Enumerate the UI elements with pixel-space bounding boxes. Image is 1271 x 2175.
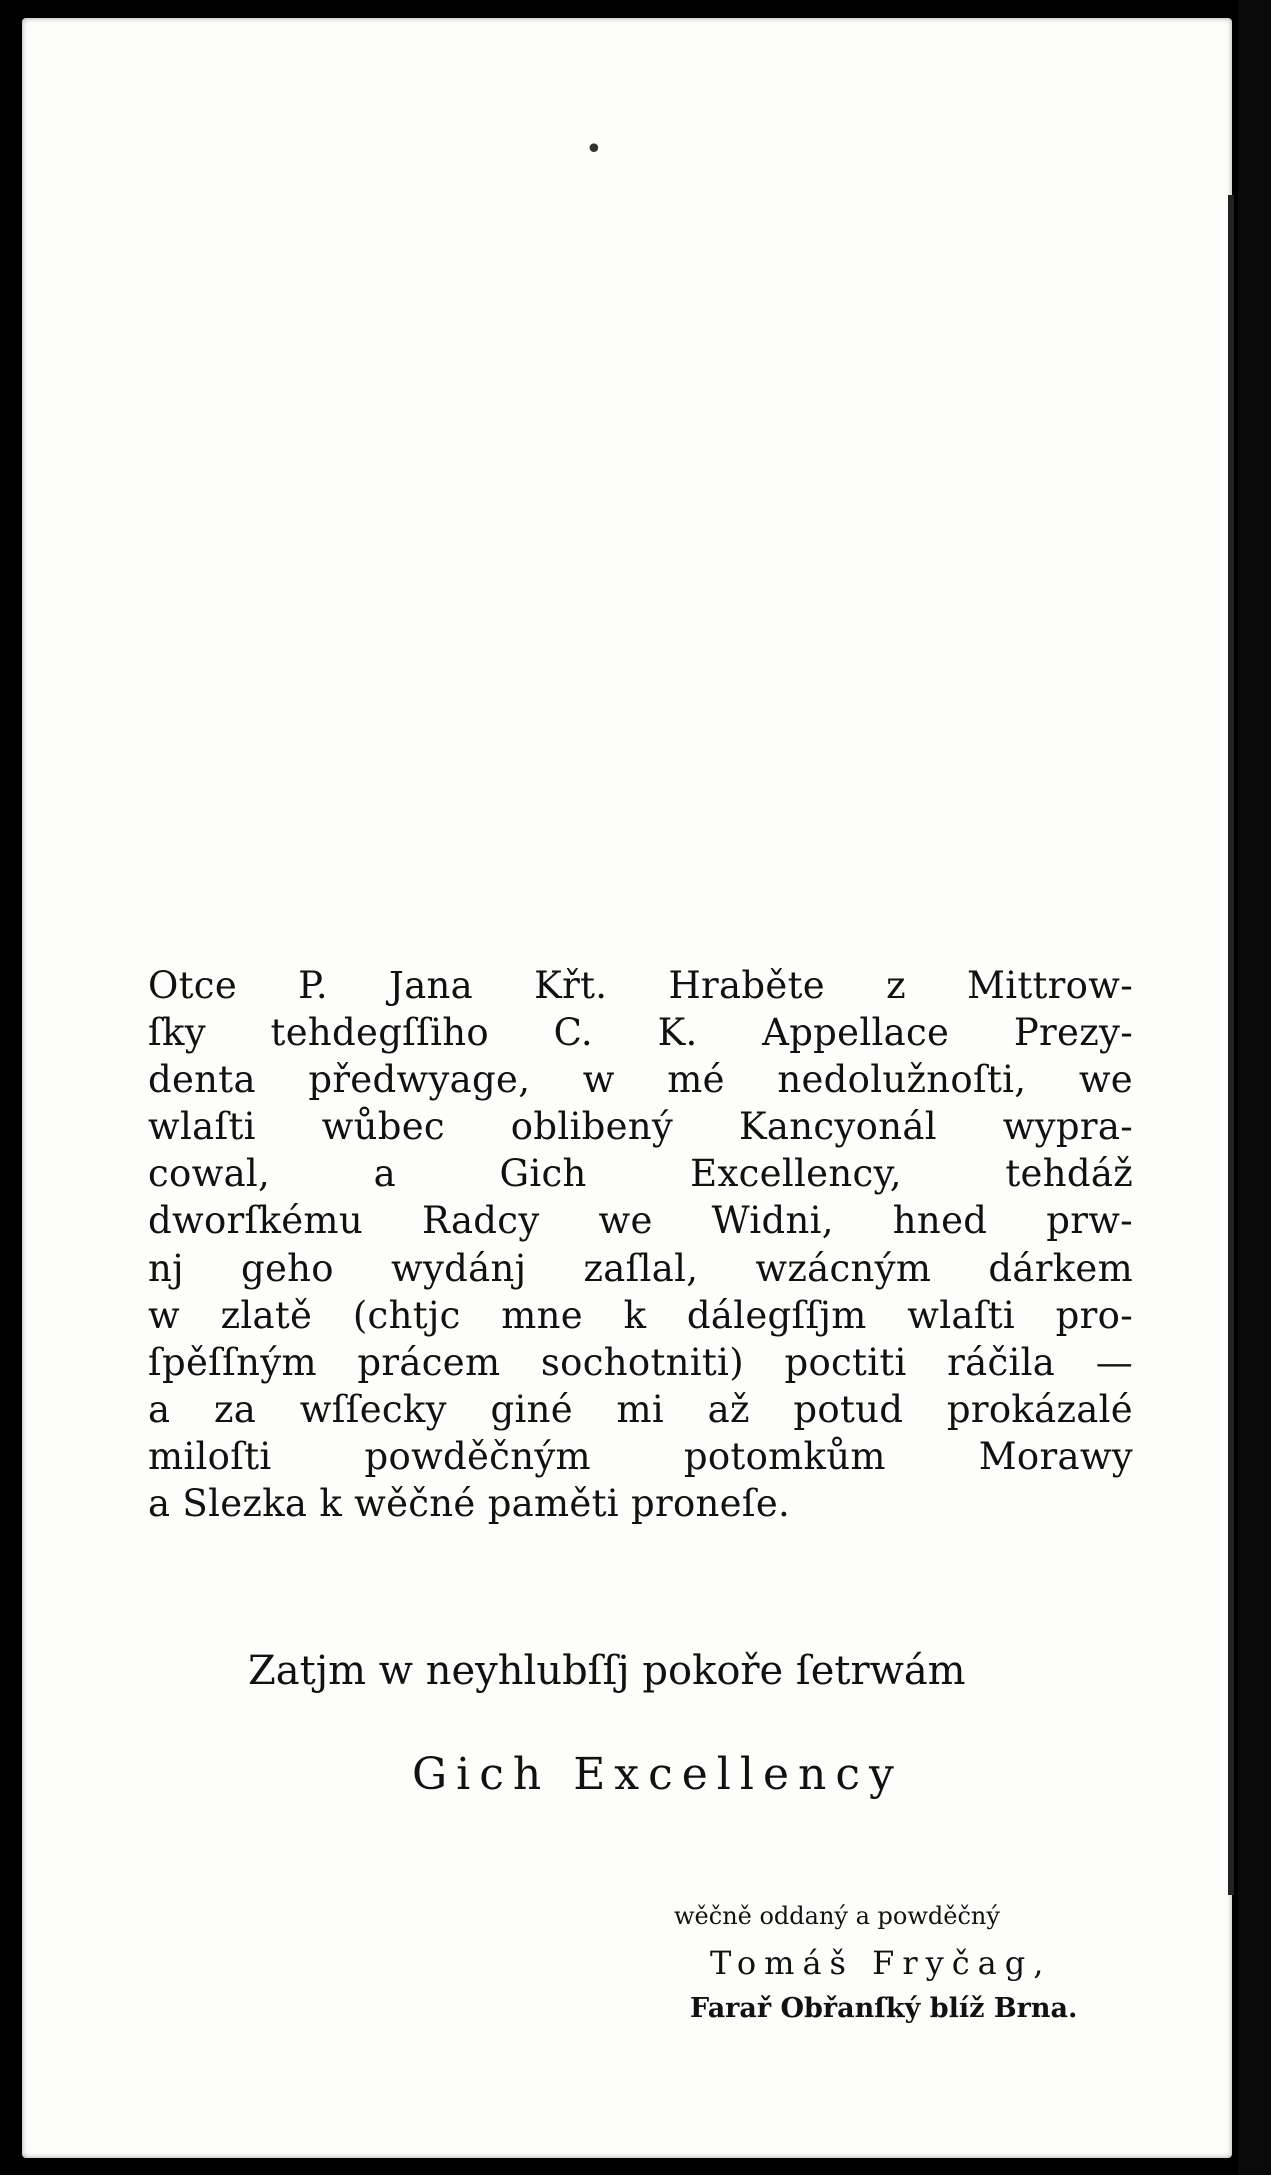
body-line-11: miloſti powděčným potomkům Morawy bbox=[148, 1434, 1133, 1478]
body-line-2: ſky tehdegſſiho C. K. Appellace Prezy- bbox=[148, 1011, 1133, 1055]
body-line-9: ſpěſſným prácem sochotniti) poctiti ráčila — bbox=[148, 1340, 1133, 1384]
body-line-3: denta předwyage, w mé nedolužnoſti, we bbox=[148, 1058, 1133, 1102]
ink-speck: • bbox=[585, 132, 603, 167]
page-edge-shadow bbox=[1238, 0, 1271, 2175]
body-line-8: w zlatě (chtjc mne k dálegſſjm wlaſti pro- bbox=[148, 1293, 1133, 1337]
body-line-4: wlaſti wůbec oblibený Kancyonál wypra- bbox=[148, 1105, 1133, 1149]
salutation: Gich Excellency bbox=[412, 1749, 903, 1800]
signature-name: Tomáš Fryčag, bbox=[710, 1944, 1052, 1982]
body-line-1: Otce P. Jana Křt. Hraběte z Mittrow- bbox=[148, 964, 1133, 1007]
body-line-6: dworſkému Radcy we Widni, hned prw- bbox=[148, 1199, 1133, 1243]
dedication-body bbox=[148, 962, 1133, 1527]
body-line-12: a Slezka k wěčné paměti proneſe. bbox=[148, 1482, 791, 1526]
body-line-10: a za wſſecky giné mi až potud prokázalé bbox=[148, 1387, 1133, 1431]
body-line-5: cowal, a Gich Excellency, tehdáž bbox=[148, 1152, 1133, 1196]
closing-line: Zatjm w neyhlubſſj pokoře ſetrwám bbox=[248, 1648, 966, 1694]
signature-title: Farař Obřanſký blíž Brna. bbox=[690, 1993, 1078, 2024]
body-line-7: nj geho wydánj zaſlal, wzácným dárkem bbox=[148, 1246, 1133, 1290]
binding-edge bbox=[1228, 195, 1234, 1895]
signature-valediction: wěčně oddaný a powděčný bbox=[674, 1902, 1000, 1930]
